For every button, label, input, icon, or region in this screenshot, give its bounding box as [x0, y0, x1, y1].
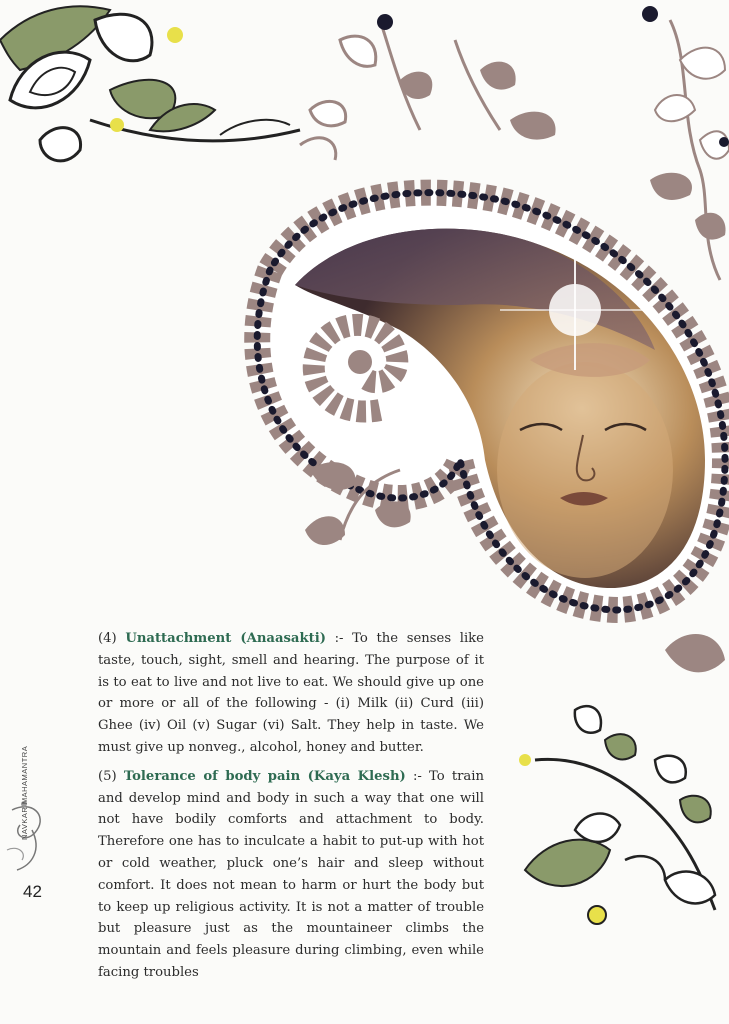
paragraph-number: (4) [98, 631, 117, 646]
paragraph-body: :- To train and develop mind and body in such a way that one will not have bodily comforts and attachment to body. Therefore one has to inculcate a habit to put-up with hot or cold weather, pluck one’s hair and sleep without comfort. It does not mean to harm or hurt the body but to keep up religious activity. It is not a matter of trouble but pleasure just as the mountaineer climbs the mountain and feels pleasure during climbing, even while facing troubles [98, 768, 484, 980]
body-text [98, 628, 484, 991]
paragraph-body: :- To the senses like taste, touch, sight, smell and hearing. The purpose of it is to eat to live and not live to eat. We should give up one or more or all of the following - (i) Milk (ii) Curd (iii) Ghee (iv) Oil (v) Sugar (vi) Salt. They help in taste. We must give up nonveg., alcohol, honey and butter. [98, 631, 484, 755]
brown-leaves-left [300, 450, 430, 560]
paragraph-tolerance [98, 766, 484, 984]
floral-corner-bottom-right [515, 700, 729, 935]
paisley-face-illustration [200, 130, 729, 660]
page-number: 42 [23, 882, 42, 901]
paragraph-heading: Unattachment (Anaasakti) [125, 631, 326, 646]
brown-leaf-right [660, 620, 729, 700]
side-title: NAVKAR MAHAMANTRA [20, 745, 29, 840]
paragraph-number: (5) [98, 768, 117, 784]
paragraph-heading: Tolerance of body pain (Kaya Klesh) [123, 768, 406, 784]
paragraph-unattachment [98, 628, 484, 759]
